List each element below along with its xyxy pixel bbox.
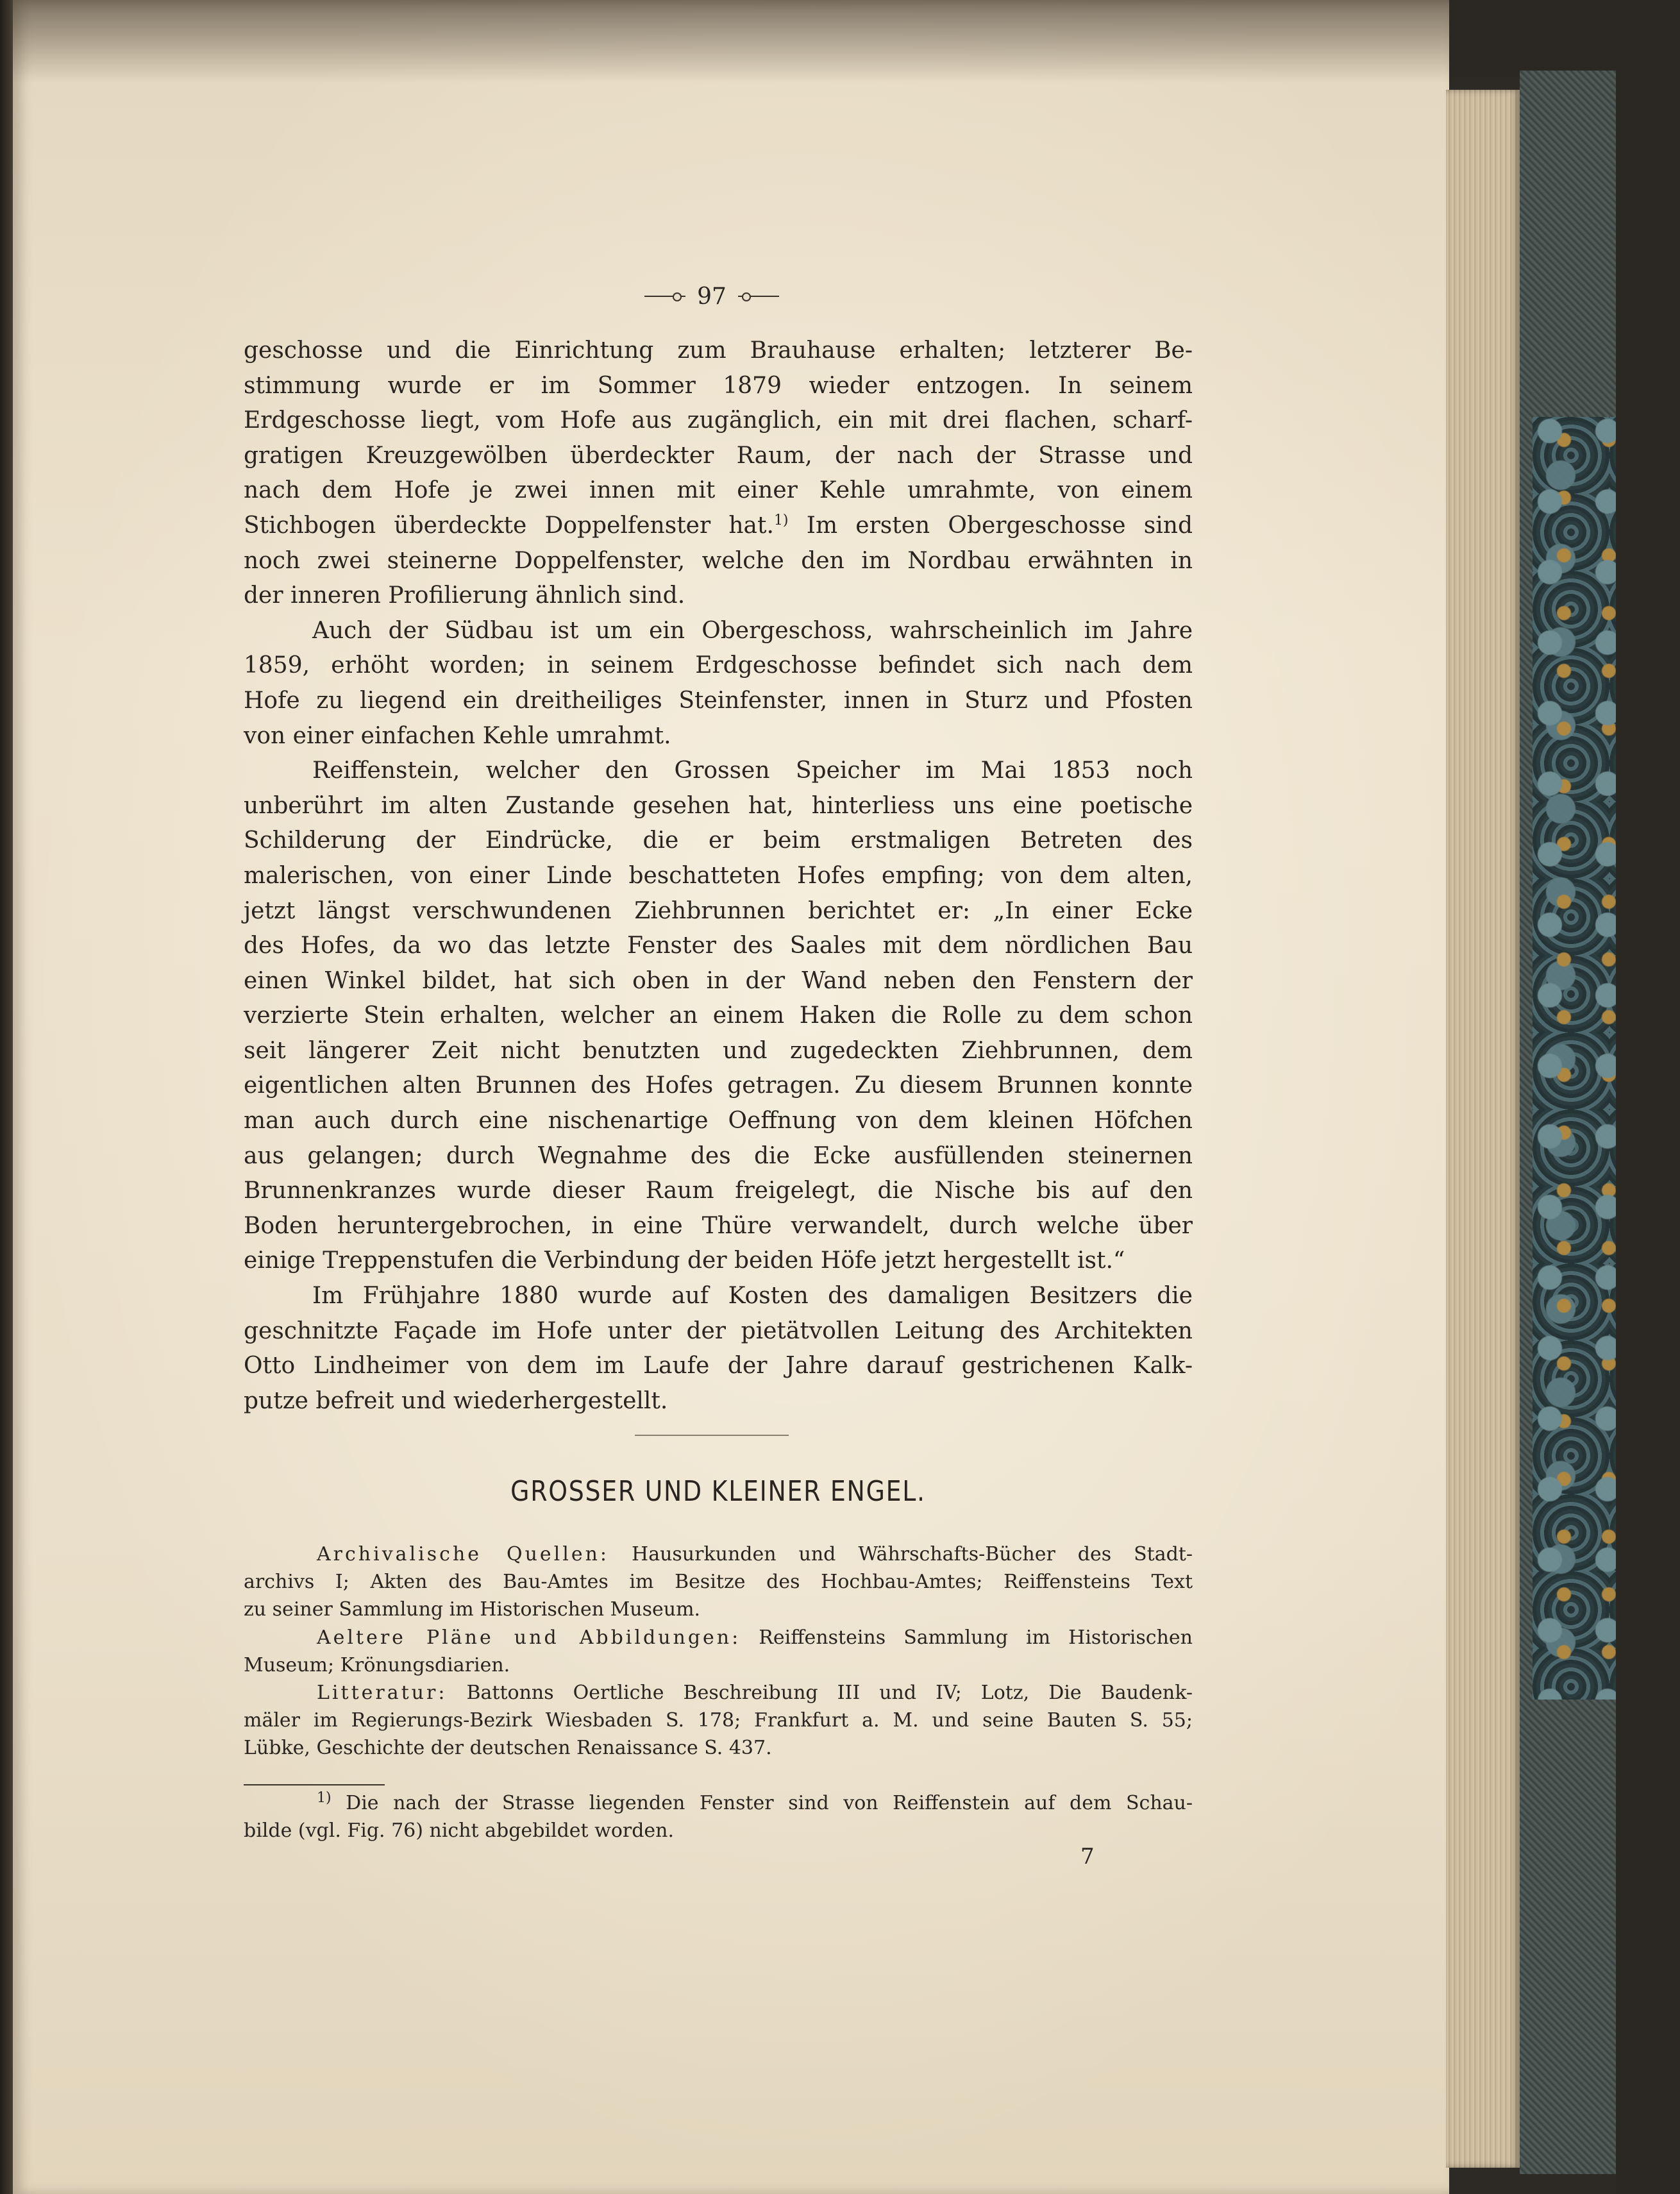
body-line: Schilderung der Eindrücke, die er beim erstmaligen Betreten des	[244, 827, 1193, 854]
running-header	[609, 277, 814, 316]
body-line-head: Stichbogen überdeckte Doppelfenster hat.	[244, 512, 774, 539]
body-line: gratigen Kreuzgewölben überdeckter Raum, der nach der Strasse und	[244, 442, 1193, 469]
section-title: GROSSER UND KLEINER ENGEL.	[510, 1475, 926, 1508]
page-shadow	[13, 0, 1449, 83]
footnote	[244, 1789, 1193, 1844]
body-line: seit längerer Zeit nicht benutzten und zugedeckten Ziehbrunnen, dem	[244, 1037, 1193, 1064]
footnote-text: Die nach der Strasse liegenden Fenster sind von Reiffenstein auf dem Schau-	[346, 1792, 1193, 1814]
sources-line: archivs I; Akten des Bau-Amtes im Besitze des Hochbau-Amtes; Reiffensteins Text	[244, 1571, 1193, 1594]
background-right	[1616, 0, 1680, 2194]
facing-page-edge	[0, 0, 14, 2194]
body-line: aus gelangen; durch Wegnahme des die Ecke ausfüllenden steinernen	[244, 1142, 1193, 1169]
sources-block	[244, 1540, 1193, 1762]
sources-line: zu seiner Sammlung im Historischen Museum.	[244, 1598, 701, 1621]
body-line: Brunnenkranzes wurde dieser Raum freigelegt, die Nische bis auf den	[244, 1177, 1193, 1204]
page-number: 97	[697, 283, 727, 310]
body-line: verzierte Stein erhalten, welcher an einem Haken die Rolle zu dem schon	[244, 1002, 1193, 1029]
body-line-tail: Im ersten Obergeschosse sind	[806, 512, 1193, 539]
archival-text: Hausurkunden und Währschafts-Bücher des Stadt-	[632, 1543, 1193, 1565]
body-line: stimmung wurde er im Sommer 1879 wieder entzogen. In seinem	[244, 372, 1193, 399]
archival-label: Archivalische Quellen:	[317, 1543, 610, 1565]
footnote-line: bilde (vgl. Fig. 76) nicht abgebildet worden.	[244, 1819, 675, 1843]
sources-line: Museum; Krönungsdiarien.	[244, 1653, 510, 1676]
body-line: geschosse und die Einrichtung zum Brauhause erhalten; letzterer Be-	[244, 337, 1193, 364]
body-line: nach dem Hofe je zwei innen mit einer Kehle umrahmte, von einem	[244, 477, 1193, 504]
body-line: malerischen, von einer Linde beschatteten Hofes empfing; von dem alten,	[244, 862, 1193, 889]
sources-archival-line	[244, 1540, 1193, 1568]
body-line: Auch der Südbau ist um ein Obergeschoss, wahrscheinlich im Jahre	[312, 617, 1193, 644]
body-line: Erdgeschosse liegt, vom Hofe aus zugänglich, ein mit drei flachen, scharf-	[244, 407, 1193, 434]
plans-label: Aeltere Pläne und Abbildungen:	[317, 1626, 741, 1649]
body-line: Otto Lindheimer von dem im Laufe der Jahre darauf gestrichenen Kalk-	[244, 1353, 1193, 1380]
plans-text: Reiffensteins Sammlung im Historischen	[759, 1626, 1193, 1649]
sources-lit-line	[244, 1679, 1193, 1707]
body-line: man auch durch eine nischenartige Oeffnung von dem kleinen Höfchen	[244, 1108, 1193, 1135]
body-line-with-footnote	[244, 509, 1193, 544]
sources-line: Lübke, Geschichte der deutschen Renaissance S. 437.	[244, 1737, 772, 1760]
body-line: Reiffenstein, welcher den Grossen Speicher im Mai 1853 noch	[312, 757, 1193, 784]
page-fore-edge	[1446, 90, 1520, 2168]
marbled-endpaper	[1533, 417, 1616, 1700]
sources-line: mäler im Regierungs-Bezirk Wiesbaden S. 178; Frankfurt a. M. und seine Bauten S. 55;	[244, 1709, 1193, 1732]
body-line: putze befreit und wiederhergestellt.	[244, 1387, 668, 1414]
body-line: des Hofes, da wo das letzte Fenster des Saales mit dem nördlichen Bau	[244, 932, 1193, 959]
footnote-reference: 1)	[773, 512, 789, 528]
body-line: 1859, erhöht worden; in seinem Erdgeschosse befindet sich nach dem	[244, 652, 1193, 679]
lit-text: Battonns Oertliche Beschreibung III und IV; Lotz, Die Baudenk-	[466, 1682, 1193, 1705]
body-line: geschnitzte Façade im Hofe unter der pietätvollen Leitung des Architekten	[244, 1317, 1193, 1344]
body-line: Boden heruntergebrochen, in eine Thüre verwandelt, durch welche über	[244, 1212, 1193, 1239]
body-line: von einer einfachen Kehle umrahmt.	[244, 722, 671, 749]
body-line: einen Winkel bildet, hat sich oben in der Wand neben den Fenstern der	[244, 967, 1193, 994]
signature-mark: 7	[1080, 1844, 1095, 1869]
body-line: Hofe zu liegend ein dreitheiliges Steinfenster, innen in Sturz und Pfosten	[244, 687, 1193, 714]
body-line: noch zwei steinerne Doppelfenster, welche den im Nordbau erwähnten in	[244, 547, 1193, 574]
ornament-left-icon	[644, 296, 685, 297]
lit-label: Litteratur:	[317, 1682, 448, 1705]
section-divider	[635, 1435, 789, 1436]
ornament-right-icon	[738, 296, 779, 297]
footnote-rule	[244, 1784, 385, 1785]
sources-plans-line	[244, 1624, 1193, 1651]
body-line: der inneren Profilierung ähnlich sind.	[244, 582, 685, 609]
body-text	[244, 333, 1193, 1419]
body-line: einige Treppenstufen die Verbindung der beiden Höfe jetzt hergestellt ist.“	[244, 1247, 1125, 1274]
body-line: eigentlichen alten Brunnen des Hofes getragen. Zu diesem Brunnen konnte	[244, 1072, 1193, 1099]
footnote-marker: 1)	[317, 1790, 332, 1806]
body-line: unberührt im alten Zustande gesehen hat, hinterliess uns eine poetische	[244, 792, 1193, 819]
footnote-line	[244, 1789, 1193, 1817]
body-line: Im Frühjahre 1880 wurde auf Kosten des damaligen Besitzers die	[312, 1283, 1193, 1310]
body-line: jetzt längst verschwundenen Ziehbrunnen berichtet er: „In einer Ecke	[244, 897, 1193, 924]
